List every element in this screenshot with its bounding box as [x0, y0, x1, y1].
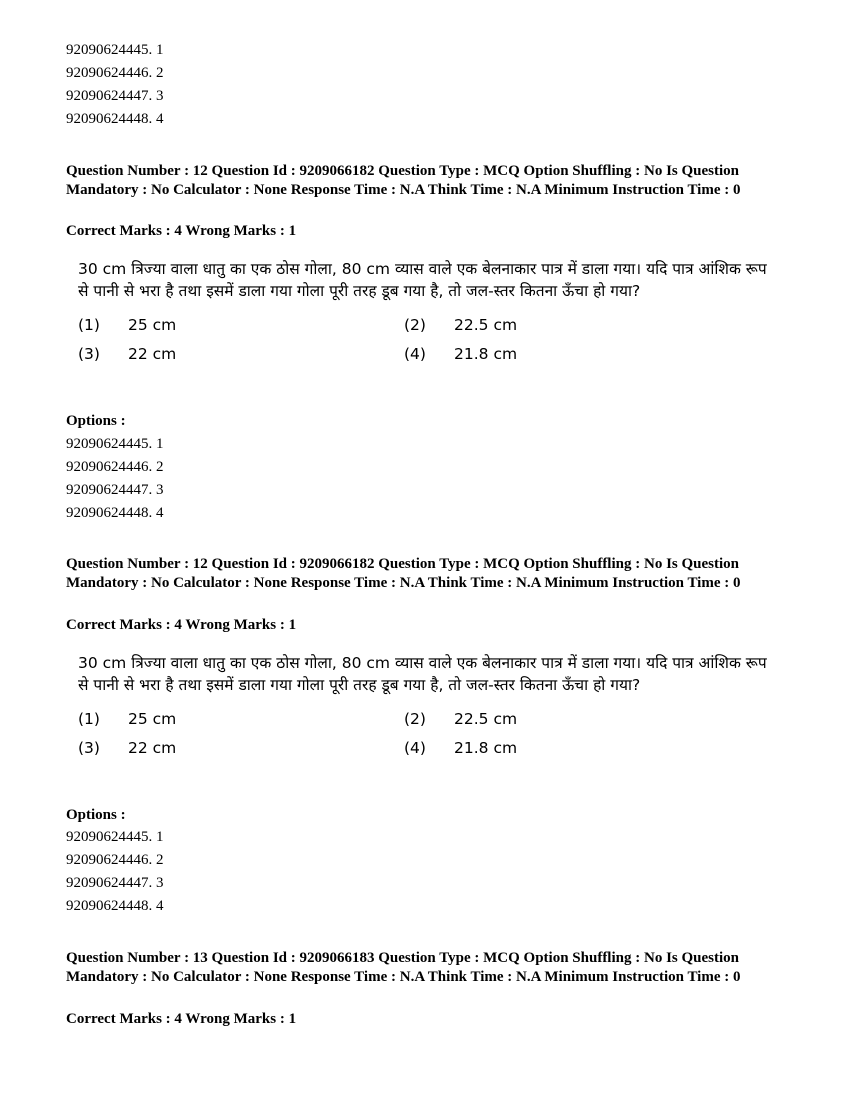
choice-4: (4) 21.8 cm [404, 345, 518, 363]
question-meta: Question Number : 12 Question Id : 9209066182 Question Type : MCQ Option Shuffling : No Is Question Mandatory : No Calculator : None Response Time : N.A Think Time : N.A Minimum Instruction Time : 0 [66, 556, 741, 591]
choice-3: (3) 22 cm [78, 739, 177, 757]
choice-1: (1) 25 cm [78, 316, 177, 334]
question-marks: Correct Marks : 4 Wrong Marks : 1 [66, 1011, 297, 1027]
option-line: 92090624446. 2 [66, 459, 164, 475]
option-line: 92090624448. 4 [66, 505, 164, 521]
question-text: 30 cm त्रिज्या वाला धातु का एक ठोस गोला, 80 cm व्यास वाले एक बेलनाकार पात्र में डाला गया। यदि पात्र आंशिक रूप से पानी से भरा है तथा इसमें डाला गया गोला पूरी तरह डूब गया है, तो जल-स्तर कितना ऊँचा हो गया? [78, 260, 767, 300]
question-marks: Correct Marks : 4 Wrong Marks : 1 [66, 617, 297, 633]
option-line: 92090624445. 1 [66, 42, 164, 58]
options-list [66, 826, 786, 918]
question-marks: Correct Marks : 4 Wrong Marks : 1 [66, 223, 297, 239]
options-list [66, 433, 786, 525]
choice-2: (2) 22.5 cm [404, 710, 518, 728]
choice-4: (4) 21.8 cm [404, 739, 518, 757]
option-line: 92090624447. 3 [66, 88, 164, 104]
option-line: 92090624448. 4 [66, 111, 164, 127]
option-line: 92090624445. 1 [66, 436, 164, 452]
choice-3: (3) 22 cm [78, 345, 177, 363]
question-meta: Question Number : 12 Question Id : 9209066182 Question Type : MCQ Option Shuffling : No Is Question Mandatory : No Calculator : None Response Time : N.A Think Time : N.A Minimum Instruction Time : 0 [66, 163, 741, 198]
option-line: 92090624448. 4 [66, 898, 164, 914]
choice-2: (2) 22.5 cm [404, 316, 518, 334]
top-options-list [66, 39, 786, 131]
question-box [78, 652, 778, 770]
answer-choices [78, 710, 778, 770]
option-line: 92090624446. 2 [66, 65, 164, 81]
options-heading: Options : [66, 807, 126, 823]
question-text: 30 cm त्रिज्या वाला धातु का एक ठोस गोला, 80 cm व्यास वाले एक बेलनाकार पात्र में डाला गया। यदि पात्र आंशिक रूप से पानी से भरा है तथा इसमें डाला गया गोला पूरी तरह डूब गया है, तो जल-स्तर कितना ऊँचा हो गया? [78, 654, 767, 694]
option-line: 92090624447. 3 [66, 875, 164, 891]
answer-choices [78, 316, 778, 376]
choice-1: (1) 25 cm [78, 710, 177, 728]
option-line: 92090624446. 2 [66, 852, 164, 868]
question-meta: Question Number : 13 Question Id : 9209066183 Question Type : MCQ Option Shuffling : No Is Question Mandatory : No Calculator : None Response Time : N.A Think Time : N.A Minimum Instruction Time : 0 [66, 950, 741, 985]
option-line: 92090624447. 3 [66, 482, 164, 498]
options-heading: Options : [66, 413, 126, 429]
question-box [78, 258, 778, 376]
option-line: 92090624445. 1 [66, 829, 164, 845]
